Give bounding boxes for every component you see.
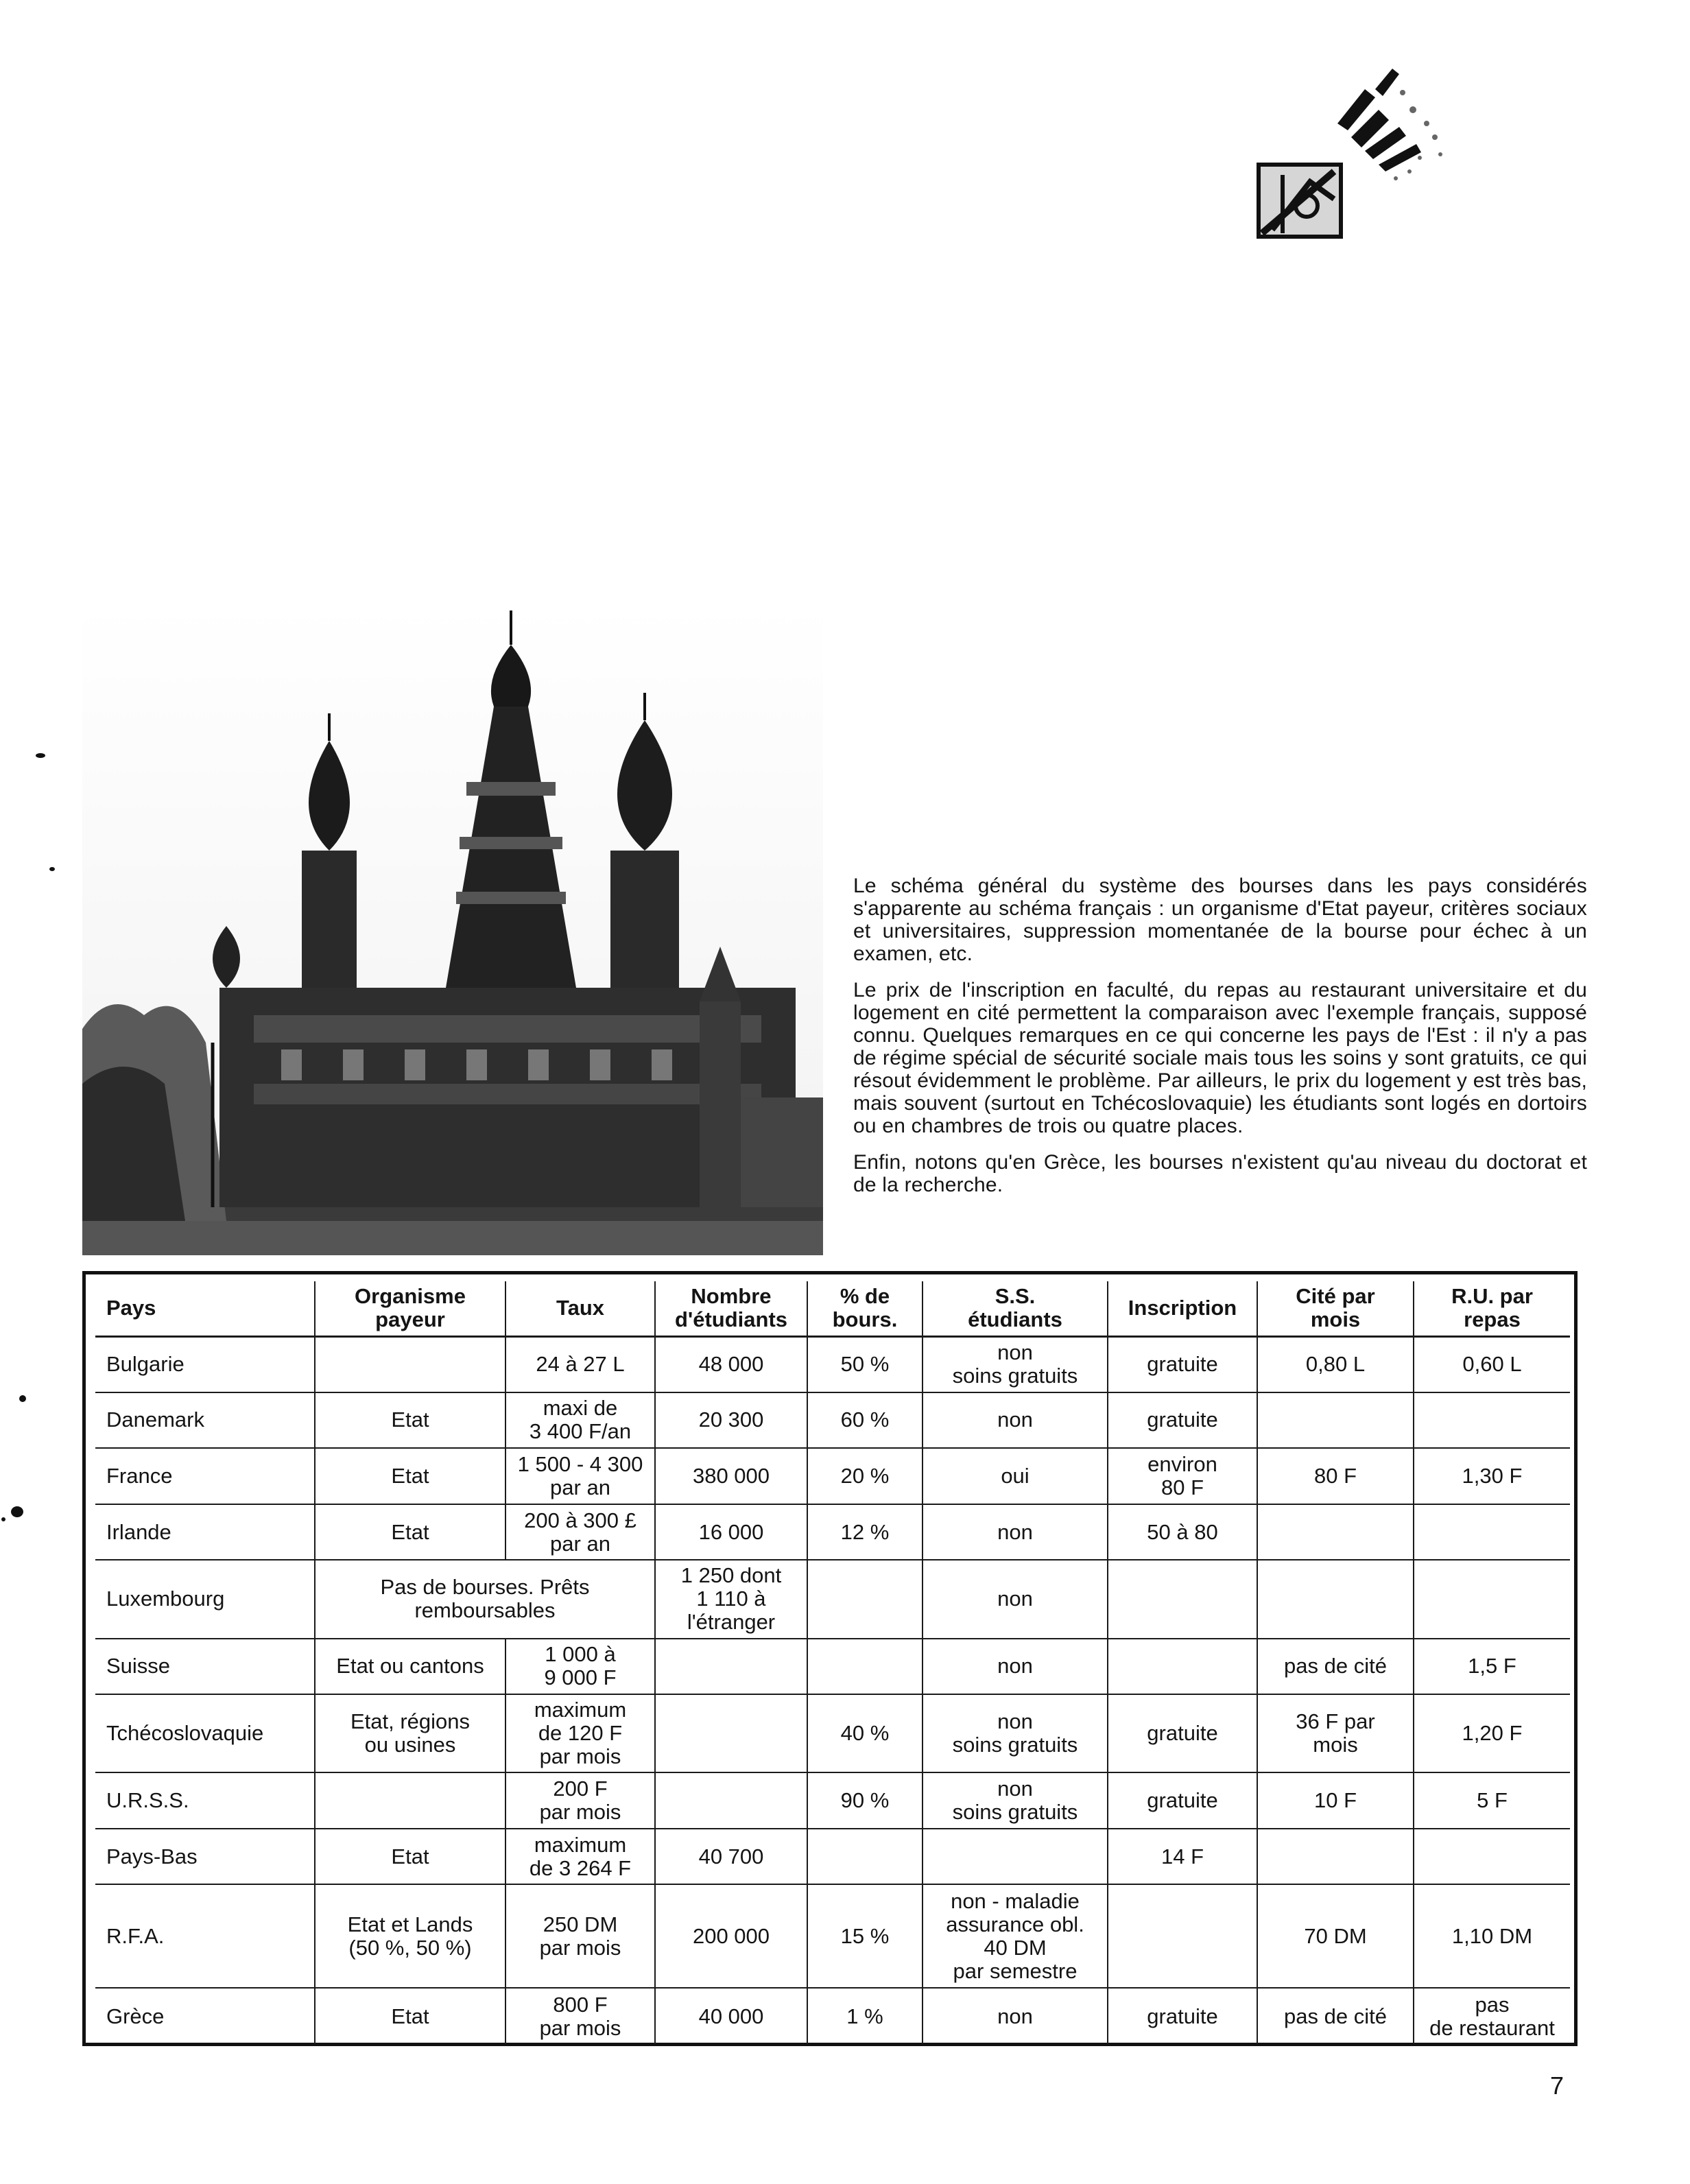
table-row [95, 1560, 1570, 1638]
cell-pays: Irlande [95, 1504, 315, 1560]
cell-organisme: Etat [315, 1448, 505, 1504]
cell-pays: R.F.A. [95, 1884, 315, 1988]
table-row [95, 1336, 1570, 1392]
cell-taux: 200 F par mois [505, 1772, 655, 1829]
cell-pays: France [95, 1448, 315, 1504]
cell-pays: Luxembourg [95, 1560, 315, 1638]
cell-cite: 70 DM [1257, 1884, 1414, 1988]
cell-nombre [655, 1694, 807, 1772]
cell-inscription: 14 F [1108, 1829, 1257, 1885]
table-row [95, 1694, 1570, 1772]
cell-organisme: Etat ou cantons [315, 1639, 505, 1695]
cell-cite: 80 F [1257, 1448, 1414, 1504]
cell-organisme: Etat [315, 1504, 505, 1560]
cell-ru: 5 F [1414, 1772, 1570, 1829]
cell-taux: maxi de 3 400 F/an [505, 1392, 655, 1449]
cell-inscription: gratuite [1108, 1772, 1257, 1829]
table-header-row [95, 1281, 1570, 1336]
cell-inscription [1108, 1560, 1257, 1638]
header-pourcentage: % de bours. [807, 1281, 923, 1336]
cell-pourcentage: 50 % [807, 1336, 923, 1392]
cell-cite: 0,80 L [1257, 1336, 1414, 1392]
cell-pourcentage [807, 1560, 923, 1638]
cell-nombre [655, 1639, 807, 1695]
cell-organisme [315, 1772, 505, 1829]
cell-ss: non [923, 1504, 1108, 1560]
cell-cite: pas de cité [1257, 1988, 1414, 2044]
paragraph-1: Le schéma général du système des bourses dans les pays considérés s'apparente au schéma français : un organisme d'Etat payeur, critères sociaux et universitaires, suppression momentanée de la bourse pour échec à un examen, etc. [853, 875, 1587, 965]
cell-inscription: gratuite [1108, 1694, 1257, 1772]
cell-ru [1414, 1392, 1570, 1449]
stamp-logo-icon [1255, 62, 1461, 261]
cell-inscription [1108, 1884, 1257, 1988]
header-inscription: Inscription [1108, 1281, 1257, 1336]
cell-nombre: 1 250 dont 1 110 à l'étranger [655, 1560, 807, 1638]
cell-pays: Suisse [95, 1639, 315, 1695]
page-number: 7 [1550, 2072, 1564, 2100]
cell-inscription [1108, 1639, 1257, 1695]
cell-ru: 1,5 F [1414, 1639, 1570, 1695]
cell-taux: 1 000 à 9 000 F [505, 1639, 655, 1695]
cell-pourcentage: 60 % [807, 1392, 923, 1449]
cell-taux: 1 500 - 4 300 par an [505, 1448, 655, 1504]
cell-taux: maximum de 120 F par mois [505, 1694, 655, 1772]
cell-pourcentage: 1 % [807, 1988, 923, 2044]
cell-ru [1414, 1504, 1570, 1560]
header-pays: Pays [95, 1281, 315, 1336]
cell-pourcentage: 20 % [807, 1448, 923, 1504]
cell-inscription: gratuite [1108, 1392, 1257, 1449]
cell-pourcentage: 40 % [807, 1694, 923, 1772]
cell-pays: Tchécoslovaquie [95, 1694, 315, 1772]
cell-pays: Danemark [95, 1392, 315, 1449]
scholarship-table [95, 1281, 1570, 2044]
cell-cite [1257, 1504, 1414, 1560]
header-taux: Taux [505, 1281, 655, 1336]
cell-ss: non soins gratuits [923, 1772, 1108, 1829]
cell-taux: 200 à 300 £ par an [505, 1504, 655, 1560]
cell-ru [1414, 1829, 1570, 1885]
cell-cite [1257, 1392, 1414, 1449]
scholarship-table-frame [82, 1271, 1578, 2046]
header-cite: Cité par mois [1257, 1281, 1414, 1336]
body-text [853, 875, 1587, 1210]
cell-ss: non soins gratuits [923, 1694, 1108, 1772]
cell-taux: maximum de 3 264 F [505, 1829, 655, 1885]
cell-taux: 800 F par mois [505, 1988, 655, 2044]
cell-ss: non [923, 1392, 1108, 1449]
table-row [95, 1504, 1570, 1560]
cell-pays: Bulgarie [95, 1336, 315, 1392]
cell-taux: 24 à 27 L [505, 1336, 655, 1392]
cell-inscription: 50 à 80 [1108, 1504, 1257, 1560]
cell-pourcentage: 15 % [807, 1884, 923, 1988]
header-ss: S.S. étudiants [923, 1281, 1108, 1336]
header-organisme: Organisme payeur [315, 1281, 505, 1336]
cell-pourcentage [807, 1829, 923, 1885]
table-row [95, 1829, 1570, 1885]
cell-nombre: 380 000 [655, 1448, 807, 1504]
cell-ss: non [923, 1560, 1108, 1638]
cell-ru: 0,60 L [1414, 1336, 1570, 1392]
cell-cite: 10 F [1257, 1772, 1414, 1829]
cell-pays: U.R.S.S. [95, 1772, 315, 1829]
header-nombre: Nombre d'étudiants [655, 1281, 807, 1336]
cell-inscription: gratuite [1108, 1336, 1257, 1392]
cell-ru [1414, 1560, 1570, 1638]
cell-cite [1257, 1560, 1414, 1638]
cell-nombre: 200 000 [655, 1884, 807, 1988]
cell-nombre: 16 000 [655, 1504, 807, 1560]
cell-taux: 250 DM par mois [505, 1884, 655, 1988]
cell-pourcentage: 90 % [807, 1772, 923, 1829]
cell-ss: oui [923, 1448, 1108, 1504]
cell-ru: 1,30 F [1414, 1448, 1570, 1504]
cell-pays: Pays-Bas [95, 1829, 315, 1885]
cell-ss: non [923, 1988, 1108, 2044]
paragraph-2: Le prix de l'inscription en faculté, du repas au restaurant universitaire et du logement en cité permettent la comparaison avec l'exemple français, supposé connu. Quelques remarques en ce qui concerne les pays de l'Est : il n'y a pas de régime spécial de sécurité sociale mais tous les soins y sont gratuits, ce qui résout évidemment le problème. Par ailleurs, le prix du logement y est très bas, mais souvent (surtout en Tchécoslovaquie) les étudiants sont logés en dortoirs ou en chambres de trois ou quatre places. [853, 979, 1587, 1137]
cell-nombre: 40 700 [655, 1829, 807, 1885]
cell-organisme-taux-merged: Pas de bourses. Prêts remboursables [315, 1560, 655, 1638]
cell-pays: Grèce [106, 2004, 165, 2028]
cell-nombre: 20 300 [655, 1392, 807, 1449]
cell-cite: pas de cité [1257, 1639, 1414, 1695]
paragraph-3: Enfin, notons qu'en Grèce, les bourses n'existent qu'au niveau du doctorat et de la recherche. [853, 1151, 1587, 1196]
cell-ss [923, 1829, 1108, 1885]
cathedral-photo [82, 604, 823, 1255]
cell-ss: non - maladie assurance obl. 40 DM par semestre [923, 1884, 1108, 1988]
cell-organisme [315, 1336, 505, 1392]
cell-nombre: 48 000 [655, 1336, 807, 1392]
cell-inscription: environ 80 F [1108, 1448, 1257, 1504]
cell-ss: non [923, 1639, 1108, 1695]
header-ru: R.U. par repas [1414, 1281, 1570, 1336]
cell-pourcentage [807, 1639, 923, 1695]
cell-organisme: Etat et Lands (50 %, 50 %) [315, 1884, 505, 1988]
cell-cite: 36 F par mois [1257, 1694, 1414, 1772]
cell-organisme: Etat [315, 1829, 505, 1885]
cell-organisme: Etat [315, 1988, 505, 2044]
cell-organisme: Etat [315, 1392, 505, 1449]
table-row [95, 1772, 1570, 1829]
table-row [95, 1884, 1570, 1988]
table-row [95, 1392, 1570, 1449]
cell-pourcentage: 12 % [807, 1504, 923, 1560]
cell-organisme: Etat, régions ou usines [315, 1694, 505, 1772]
table-row [95, 1448, 1570, 1504]
cell-ru: pas de restaurant [1414, 1988, 1570, 2044]
table-row [95, 1639, 1570, 1695]
cell-ru: 1,20 F [1414, 1694, 1570, 1772]
cell-nombre [655, 1772, 807, 1829]
cell-nombre: 40 000 [655, 1988, 807, 2044]
cell-inscription: gratuite [1108, 1988, 1257, 2044]
cell-cite [1257, 1829, 1414, 1885]
cell-ru: 1,10 DM [1414, 1884, 1570, 1988]
cell-ss: non soins gratuits [923, 1336, 1108, 1392]
table-row [95, 1988, 1570, 2044]
